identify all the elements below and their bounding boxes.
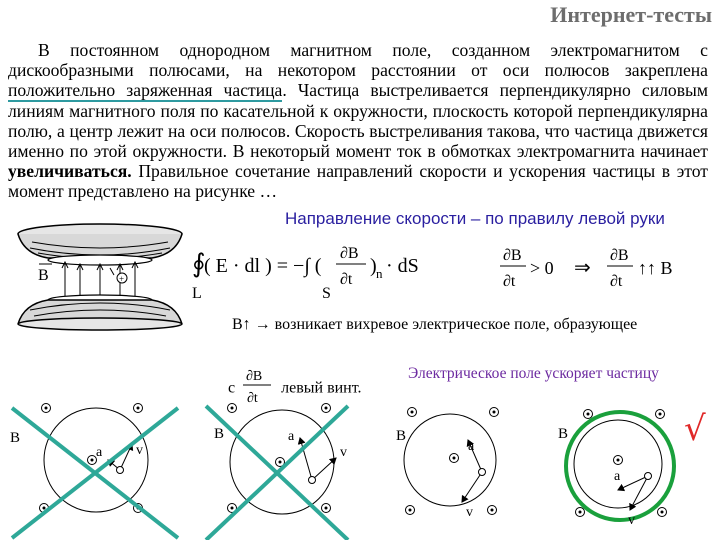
formula-sub-l: L (192, 285, 202, 302)
option-4[interactable] (558, 409, 706, 528)
svg-text:· dS: · dS (386, 255, 419, 277)
electromagnet-figure (10, 220, 190, 330)
opt4-b-label: B (558, 426, 569, 442)
accel-caption: Электрическое поле ускоряет частицу (408, 365, 659, 382)
opt4-a-label: a (614, 469, 621, 484)
opt1-a-label: a (96, 445, 103, 460)
svg-text:∮: ∮ (192, 249, 206, 278)
opt2-v-label: v (340, 445, 347, 460)
svg-text:∂t: ∂t (247, 391, 258, 406)
option-4-green-mark (566, 412, 674, 520)
svg-text:n: n (376, 266, 383, 281)
svg-text:∂t: ∂t (503, 273, 516, 290)
implies-symbol: ⇒ (574, 257, 591, 279)
check-mark: √ (684, 409, 706, 449)
task-underlined-phrase: положительно заряженная частица (8, 80, 283, 101)
rule-caption: Направление скорости – по правилу левой руки (285, 209, 665, 228)
task-part-1: В постоянном однородном магнитном поле, созданном электромагнитом с дискообразными полюсами, на некотором расстоянии от оси полюсов закреплена (8, 40, 708, 81)
parallel-b-text: ↑↑ B (638, 258, 673, 278)
option-1[interactable] (10, 404, 178, 539)
opt2-a-label: a (288, 429, 295, 444)
svg-text:∂B: ∂B (246, 369, 263, 384)
task-part-2: . Частица выстреливается перпендикулярно силовым линиям магнитного поля по касательной к окружности, плоскость которой перпендикулярна полю, а центр лежит на оси полюсов. Скорость выстреливания такова, что частица движется именно по этой окружности. В некоторый момент ток в обмотках электромагнита начинает (8, 80, 708, 162)
task-part-3: Правильное сочетание направлений скорости и ускорения частицы в этот момент представлено на рисунке … (8, 161, 708, 202)
formula-sub-s: S (322, 285, 331, 302)
explanation-line-1: B↑ → возникает вихревое электрическое поле, образующее (232, 316, 638, 333)
opt2-b-label: B (214, 426, 225, 442)
magnet-b-label: B (38, 267, 49, 284)
explanation-prefix: с (228, 379, 236, 397)
svg-text:> 0: > 0 (530, 258, 554, 278)
formula-figure (190, 232, 710, 304)
opt3-b-label: B (396, 428, 407, 444)
opt3-a-label: a (468, 439, 475, 454)
opt4-v-label: v (628, 513, 635, 528)
opt3-v-label: v (466, 505, 473, 520)
svg-text:∂B: ∂B (503, 247, 522, 264)
task-bold-word: увеличиваться. (8, 161, 132, 182)
svg-text:+: + (119, 274, 125, 284)
page-header: Интернет-тесты (550, 2, 712, 27)
opt1-b-label: B (10, 430, 21, 446)
svg-text:∂B: ∂B (610, 247, 629, 264)
svg-text:∂B: ∂B (340, 245, 359, 262)
task-text (8, 40, 708, 202)
svg-text:): ) (370, 255, 377, 277)
option-3[interactable] (396, 408, 499, 521)
option-2[interactable] (206, 404, 348, 540)
explanation-suffix: левый винт. (281, 379, 362, 397)
svg-text:∂t: ∂t (340, 271, 353, 288)
svg-text:( E · dl ) = −∫ (: ( E · dl ) = −∫ ( (204, 255, 322, 277)
options-figure (0, 400, 720, 540)
svg-text:∂t: ∂t (610, 273, 623, 290)
opt1-v-label: v (136, 443, 143, 458)
